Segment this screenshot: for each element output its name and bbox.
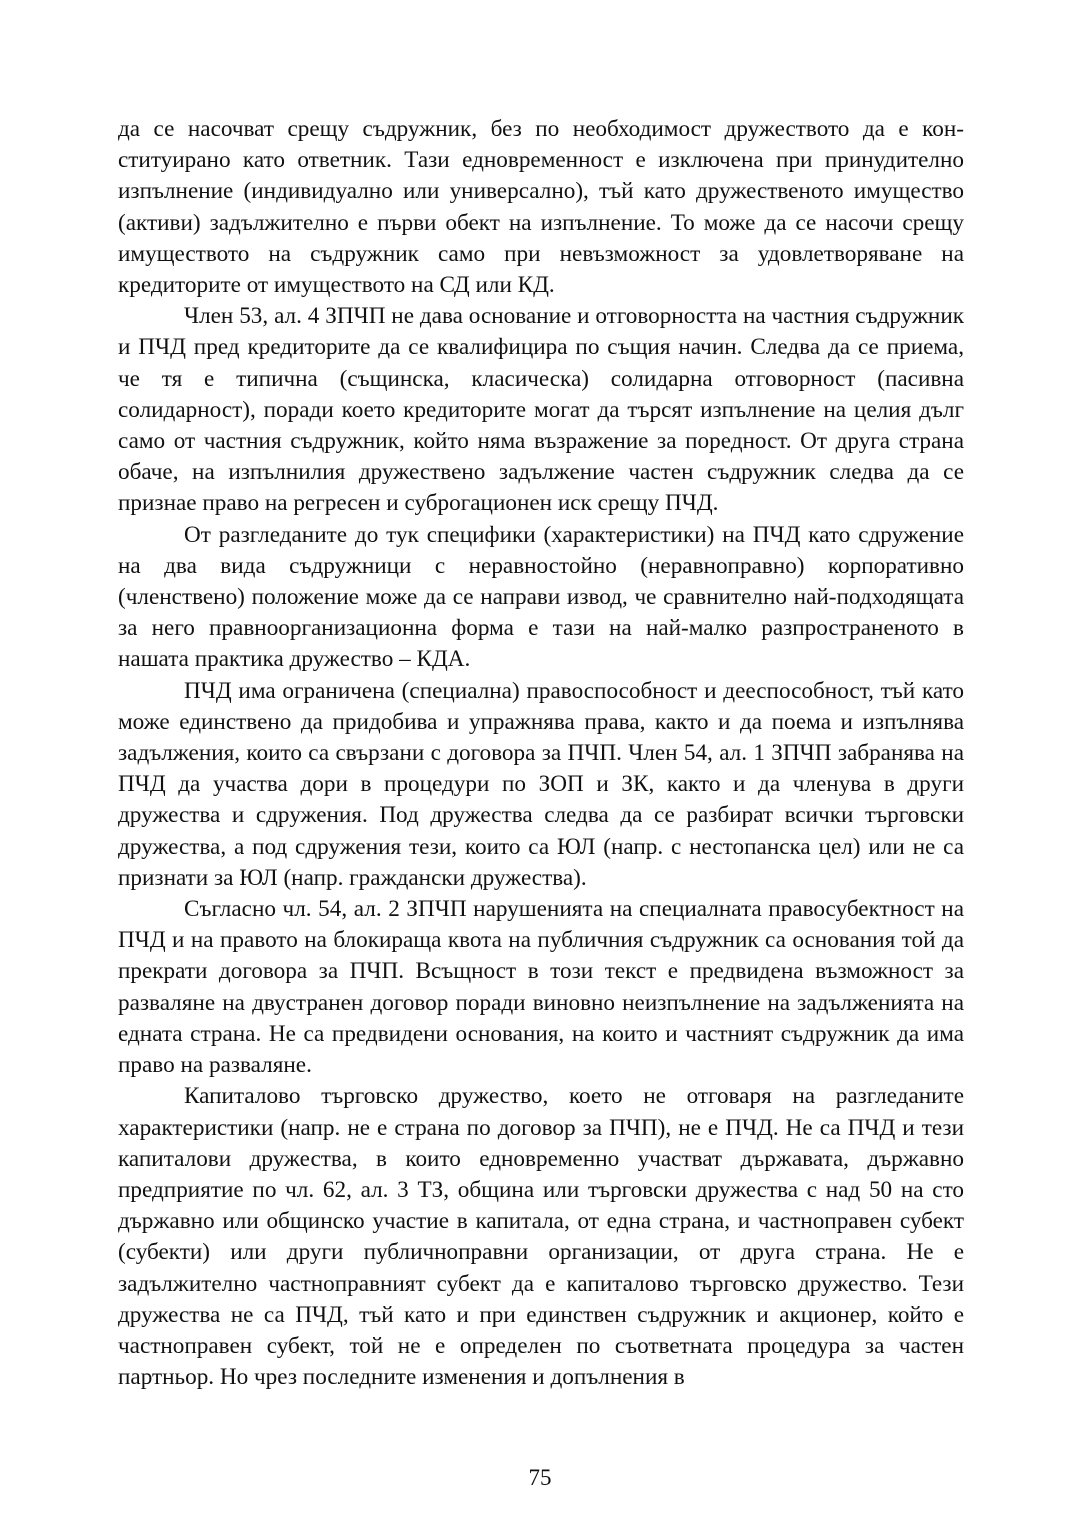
page-number: 75 — [528, 1465, 552, 1490]
paragraph-continuation: да се насочват срещу съдружник, без по необходимост дружеството да е конституирано като ответник. Тази едновременност е изключена при принудително изпълнение (индивидуално или универсално), тъй като дружественото имущество (активи) задължително е първи обект на изпълнение. То може да се насочи срещу имуществото на съдружник само при невъзможност за удовлетворяване на кредиторите от имуществото на СД или КД. — [118, 116, 964, 299]
paragraph: Съгласно чл. 54, ал. 2 ЗПЧП нарушенията на специалната правосубектност на ПЧД и на правото на блокираща квота на публичния съдружник са основания той да прекрати договора за ПЧП. Всъщност в този текст е предвидена възможност за разваляне на двустранен договор поради виновно неизпълнение на задълженията на едната страна. Не са предвидени основания, на които и частният съдружник да има право на разваляне. — [118, 896, 964, 1079]
paragraph: Капиталово търговско дружество, което не отговаря на разгледаните характеристики (напр. не е страна по договор за ПЧП), не е ПЧД. Не са ПЧД и тези капиталови дружества, в които едновременно участват държавата, държавно предприятие по чл. 62, ал. 3 ТЗ, община или търговски дружества с над 50 на сто държавно или общинско участие в капитала, от една страна, и частноправен субект (субекти) или други публичноправни организации, от друга страна. Не е задължително частноправният субект да е капиталово търговско дружество. Тези дружества не са ПЧД, тъй като и при единствен съдружник и акционер, който е частноправен субект, той не е определен по съответната процедура за частен партньор. Но чрез последните изменения и допълнения в — [118, 1083, 964, 1391]
page-body — [118, 114, 964, 1393]
paragraph: ПЧД има ограничена (специална) правоспособност и дееспособност, тъй като може единствено да придобива и упражнява права, както и да поема и изпълнява задължения, които са свързани с договора за ПЧП. Член 54, ал. 1 ЗПЧП забранява на ПЧД да участва дори в процедури по ЗОП и ЗК, както и да членува в други дружества и сдружения. Под дружества следва да се разбират всички търговски дружества, а под сдружения тези, които са ЮЛ (напр. с нестопанска цел) или не са признати за ЮЛ (напр. граждански дружества). — [118, 677, 964, 891]
paragraph: Член 53, ал. 4 ЗПЧП не дава основание и отговорността на частния съдружник и ПЧД пред кредиторите да се квалифицира по същия начин. Следва да се приема, че тя е типична (същинска, класическа) солидарна отговорност (пасивна солидарност), поради което кредиторите могат да търсят изпълнение на целия дълг само от частния съдружник, който няма възражение за поредност. От друга страна обаче, на изпълнилия дружествено задължение частен съдружник следва да се признае право на регресен и суброгационен иск срещу ПЧД. — [118, 303, 964, 517]
paragraph: От разгледаните до тук специфики (характеристики) на ПЧД като сдружение на два вида съдружници с неравностойно (неравноправно) корпоративно (членствено) положение може да се направи извод, че сравнително най-подходящата за него правноорганизационна форма е тази на най-малко разпространеното в нашата практика дружество – КДА. — [118, 521, 964, 673]
